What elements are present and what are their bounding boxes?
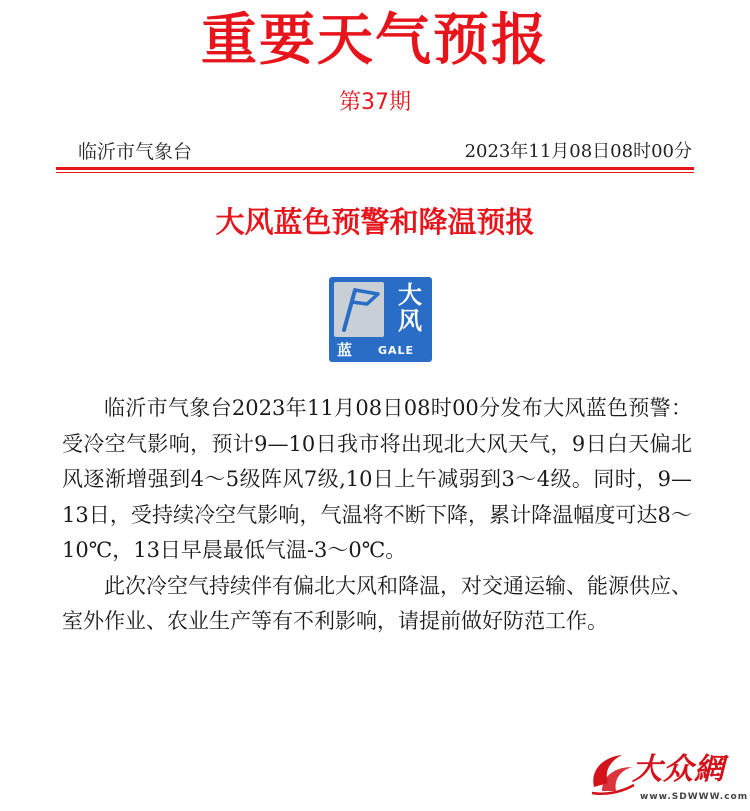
watermark-logo: [588, 747, 749, 807]
swirl-logo-icon: [588, 749, 638, 795]
header-divider: [56, 167, 694, 170]
issuer: 临沂市气象台: [78, 141, 193, 163]
issue-number: 第37期: [339, 90, 411, 115]
watermark-name: 大众網: [632, 752, 725, 787]
warning-level-char: 蓝: [337, 341, 353, 359]
bulletin-paragraph: 临沂市气象台2023年11月08日08时00分发布大风蓝色预警：受冷空气影响，预计9—10日我市将出现北大风天气，9日白天偏北风逐渐增强到4～5级阵风7级,10日上午减弱到3～4级。同时，9—13日，受持续冷空气影响，气温将不断下降，累计降温幅度可达8～10℃，13日早晨最低气温-3～0℃。: [62, 396, 692, 562]
issue-time: 2023年11月08日08时00分: [464, 141, 692, 162]
bulletin-body: [62, 391, 692, 640]
bulletin-paragraph: 此次冷空气持续伴有偏北大风和降温，对交通运输、能源供应、室外作业、农业生产等有不利影响，请提前做好防范工作。: [62, 573, 692, 633]
gale-flag-icon: [334, 282, 384, 337]
headline: 大风蓝色预警和降温预报: [215, 205, 535, 239]
warning-char-bottom: 风: [398, 307, 422, 335]
warning-char-top: 大: [398, 281, 422, 309]
gale-blue-warning-sign: [329, 277, 432, 362]
watermark-url: www.SDWWW.com: [640, 792, 749, 802]
header-divider-thin: [56, 172, 694, 173]
document-masthead: 重要天气预报: [201, 8, 549, 73]
warning-type-label: GALE: [377, 344, 415, 357]
warning-label-bar: [329, 339, 432, 362]
